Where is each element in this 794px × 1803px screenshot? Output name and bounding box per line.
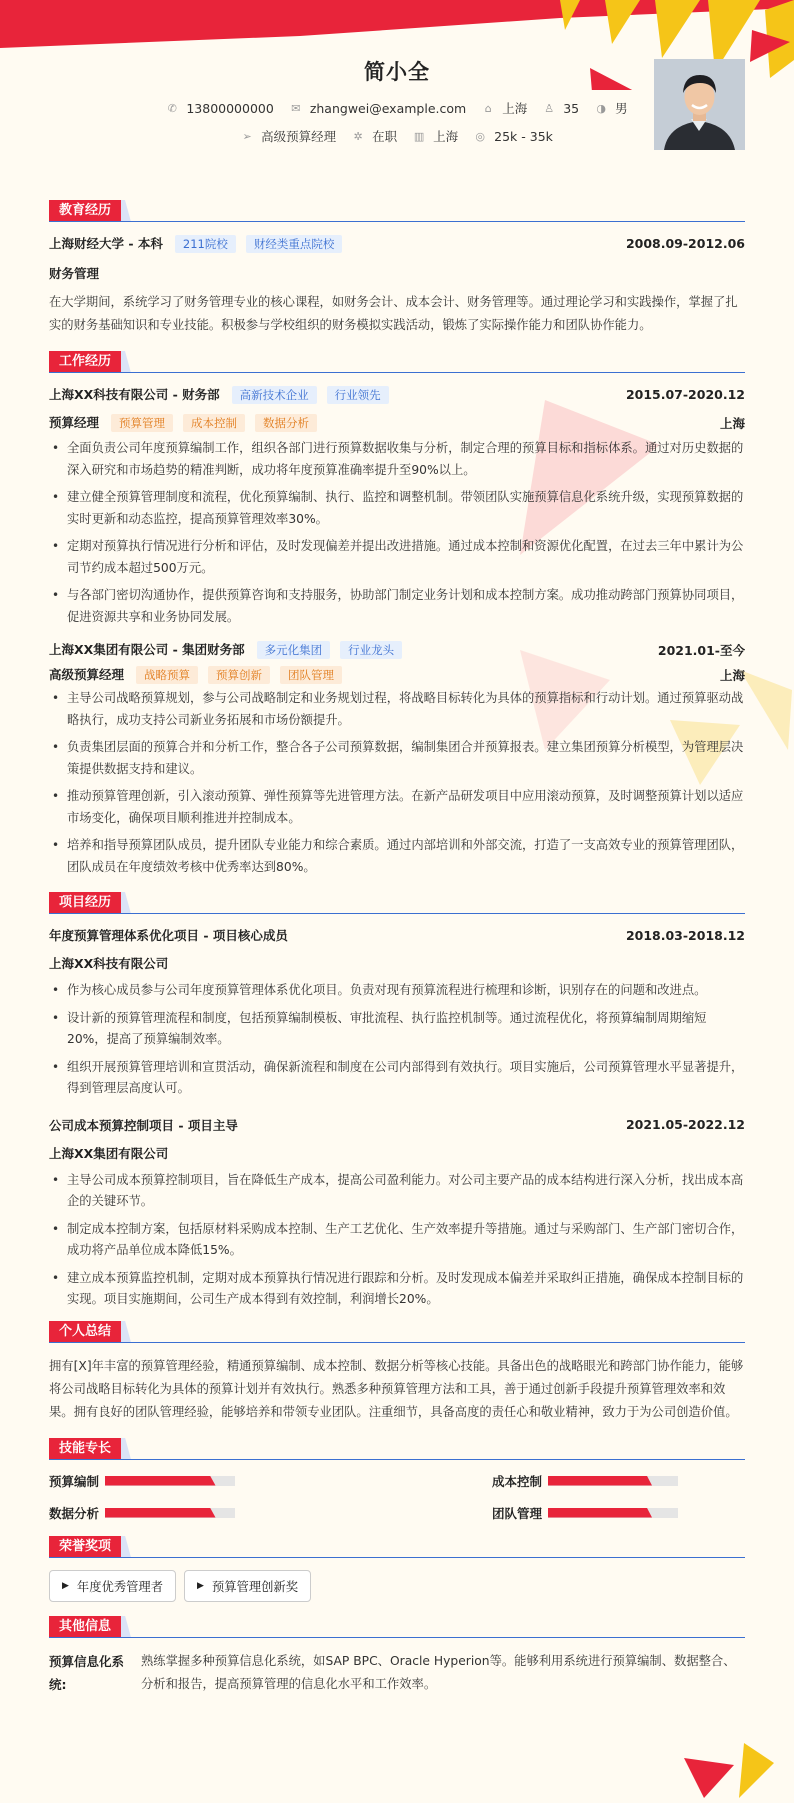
skill-name: 预算编制	[49, 1473, 100, 1489]
work-bullet: • 主导公司战略预算规划，参与公司战略制定和业务规划过程，将战略目标转化为具体的预算指标和行动计划。通过预算驱动战略执行，成功支持公司新业务拓展和市场份额提升。	[49, 688, 745, 731]
email-item	[290, 99, 466, 117]
project-company: 上海XX集团有限公司	[49, 1145, 169, 1161]
summary-title: 个人总结	[49, 1321, 121, 1343]
work-bullet: • 与各部门密切沟通协作，提供预算咨询和支持服务，协助部门制定业务计划和成本控制方案。成功推动跨部门预算协同项目，促进资源共享和业务协同发展。	[49, 585, 745, 628]
phone-text: 13800000000	[186, 100, 274, 116]
location-item	[482, 99, 527, 117]
skill-bar	[548, 1476, 678, 1486]
gender-text: 男	[615, 101, 628, 116]
other-item	[49, 1650, 745, 1696]
education-description: 在大学期间，系统学习了财务管理专业的核心课程，如财务会计、成本会计、财务管理等。通过理论学习和实践操作，掌握了扎实的财务基础知识和专业技能。积极参与学校组织的财务模拟实践活动，锻炼了实际操作能力和团队协作能力。	[49, 295, 738, 332]
project-title: 项目经历	[49, 892, 121, 914]
status-icon: ✲	[353, 129, 363, 143]
play-icon: ▶	[197, 1580, 204, 1591]
work-city: 上海	[719, 667, 745, 683]
building-icon: ▥	[413, 129, 425, 143]
position: 预算经理	[49, 415, 100, 430]
school-name: 上海财经大学 - 本科	[49, 236, 163, 251]
home-icon: ⌂	[484, 101, 492, 115]
company-tag: 行业龙头	[340, 641, 402, 659]
project-date: 2018.03-2018.12	[625, 927, 745, 943]
email-text: zhangwei@example.com	[309, 100, 467, 116]
other-text: 熟练掌握多种预算信息化系统，如SAP BPC、Oracle Hyperion等。能够利用系统进行预算编制、数据整合、分析和报告，提高预算管理的信息化水平和工作效率。	[141, 1653, 736, 1691]
section-divider	[49, 1459, 745, 1460]
skills-grid	[49, 1472, 745, 1522]
work-date: 2021.01-至今	[657, 642, 745, 658]
mail-icon: ✉	[291, 101, 301, 115]
company-tag: 多元化集团	[257, 641, 331, 659]
major: 财务管理	[49, 266, 100, 281]
school-tag: 211院校	[175, 235, 236, 253]
awards-section	[49, 1536, 745, 1602]
summary-text: 拥有[X]年丰富的预算管理经验，精通预算编制、成本控制、数据分析等核心技能。具备出色的战略眼光和跨部门协作能力，能够将公司战略目标转化为具体的预算计划并有效执行。熟悉多种预算管理方法和工具，善于通过创新手段提升预算管理效率和效果。拥有良好的团队管理经验，能够培养和带领专业团队。注重细节，具备高度的责任心和敬业精神，致力于为公司创造价值。	[49, 1358, 744, 1419]
awards-list	[49, 1570, 745, 1602]
awards-title: 荣誉奖项	[49, 1536, 121, 1558]
other-section	[49, 1616, 745, 1696]
gender-item	[595, 99, 628, 117]
work-title: 工作经历	[49, 351, 121, 373]
project-bullet: • 建立成本预算监控机制，定期对成本预算执行情况进行跟踪和分析。及时发现成本偏差并采取纠正措施，确保成本控制目标的实现。项目实施期间，公司生产成本得到有效控制，利润增长20%。	[49, 1268, 745, 1311]
target-city-text: 上海	[433, 129, 459, 144]
award-badge	[49, 1570, 176, 1602]
award-label: 年度优秀管理者	[76, 1579, 164, 1594]
award-badge	[184, 1570, 311, 1602]
avatar	[654, 59, 745, 150]
work-entry	[49, 385, 745, 628]
skill-fill	[105, 1476, 216, 1486]
skill-item	[397, 1504, 745, 1522]
work-bullet: • 全面负责公司年度预算编制工作，组织各部门进行预算数据收集与分析，制定合理的预算目标和指标体系。通过对历史数据的深入研究和市场趋势的精准判断，成功将年度预算准确率提升至90%以上。	[49, 438, 745, 481]
skill-tag: 预算管理	[111, 414, 173, 432]
project-entry	[49, 926, 745, 1100]
education-title: 教育经历	[49, 200, 121, 222]
decor-bottom	[674, 1723, 794, 1803]
school-tag: 财经类重点院校	[246, 235, 343, 253]
section-divider	[49, 913, 745, 914]
project-bullet: • 作为核心成员参与公司年度预算管理体系优化项目。负责对现有预算流程进行梳理和诊断，识别存在的问题和改进点。	[49, 980, 745, 1002]
work-city: 上海	[719, 415, 745, 431]
avatar-photo	[654, 59, 745, 150]
other-title: 其他信息	[49, 1616, 121, 1638]
company-tag: 高新技术企业	[232, 386, 317, 404]
project-bullet: • 主导公司成本预算控制项目，旨在降低生产成本，提高公司盈利能力。对公司主要产品的成本结构进行深入分析，找出成本高企的关键环节。	[49, 1170, 745, 1213]
section-divider	[49, 372, 745, 373]
skill-item	[49, 1472, 397, 1490]
skill-name: 成本控制	[492, 1473, 543, 1489]
skill-tag: 数据分析	[255, 414, 317, 432]
age-icon: ♙	[544, 101, 555, 115]
phone-icon: ✆	[167, 101, 177, 115]
skill-tag: 团队管理	[280, 666, 342, 684]
skill-tag: 成本控制	[183, 414, 245, 432]
work-bullet: • 建立健全预算管理制度和流程，优化预算编制、执行、监控和调整机制。带领团队实施预算信息化系统升级，实现预算数据的实时更新和动态监控，提高预算管理效率30%。	[49, 487, 745, 530]
status-text: 在职	[372, 129, 398, 144]
job-title-item	[241, 127, 336, 145]
gender-icon: ◑	[596, 101, 606, 115]
project-entry	[49, 1116, 745, 1311]
salary-item	[474, 127, 553, 145]
work-entry	[49, 640, 745, 878]
skill-name: 团队管理	[492, 1505, 543, 1521]
salary-icon: ◎	[475, 129, 485, 143]
salary-text: 25k - 35k	[494, 128, 553, 144]
work-bullet: • 定期对预算执行情况进行分析和评估，及时发现偏差并提出改进措施。通过成本控制和资源优化配置，在过去三年中累计为公司节约成本超过500万元。	[49, 536, 745, 579]
send-icon: ➢	[242, 129, 252, 143]
skills-title: 技能专长	[49, 1438, 121, 1460]
education-section	[49, 200, 745, 337]
company-tag: 行业领先	[327, 386, 389, 404]
resume-header	[49, 0, 745, 190]
project-bullet: • 组织开展预算管理培训和宣贯活动，确保新流程和制度在公司内部得到有效执行。项目实施后，公司预算管理水平显著提升，得到管理层高度认可。	[49, 1057, 745, 1100]
work-bullet: • 负责集团层面的预算合并和分析工作，整合各子公司预算数据，编制集团合并预算报表。建立集团预算分析模型，为管理层决策提供数据支持和建议。	[49, 737, 745, 780]
position: 高级预算经理	[49, 667, 125, 682]
project-name: 年度预算管理体系优化项目 - 项目核心成员	[49, 928, 288, 943]
skill-bar	[105, 1508, 235, 1518]
other-label: 预算信息化系统:	[49, 1653, 125, 1692]
location-text: 上海	[502, 101, 528, 116]
status-item	[352, 127, 397, 145]
skills-section	[49, 1438, 745, 1522]
skill-fill	[548, 1476, 652, 1486]
project-bullet: • 制定成本控制方案，包括原材料采购成本控制、生产工艺优化、生产效率提升等措施。通过与采购部门、生产部门密切合作，成功将产品单位成本降低15%。	[49, 1219, 745, 1262]
contact-row	[49, 99, 745, 117]
skill-item	[397, 1472, 745, 1490]
education-date: 2008.09-2012.06	[625, 236, 745, 251]
skill-item	[49, 1504, 397, 1522]
age-item	[543, 99, 579, 117]
skill-fill	[548, 1508, 652, 1518]
job-title-text: 高级预算经理	[261, 129, 337, 144]
project-name: 公司成本预算控制项目 - 项目主导	[49, 1117, 238, 1133]
section-divider	[49, 1342, 745, 1343]
company-name: 上海XX集团有限公司 - 集团财务部	[49, 642, 245, 657]
skill-name: 数据分析	[49, 1505, 100, 1521]
skill-fill	[105, 1508, 216, 1518]
age-text: 35	[563, 100, 580, 116]
skill-bar	[548, 1508, 678, 1518]
company-name: 上海XX科技有限公司 - 财务部	[49, 387, 220, 402]
target-city-item	[413, 127, 458, 145]
summary-section	[49, 1321, 745, 1424]
work-section	[49, 351, 745, 878]
section-divider	[49, 221, 745, 222]
project-section	[49, 892, 745, 1311]
phone-item	[166, 99, 273, 117]
skill-tag: 战略预算	[136, 666, 198, 684]
section-divider	[49, 1557, 745, 1558]
skill-tag: 预算创新	[208, 666, 270, 684]
candidate-name: 简小全	[364, 60, 430, 84]
skill-bar	[105, 1476, 235, 1486]
play-icon: ▶	[62, 1580, 69, 1591]
work-bullet: • 培养和指导预算团队成员，提升团队专业能力和综合素质。通过内部培训和外部交流，打造了一支高效专业的预算管理团队，团队成员在年度绩效考核中优秀率达到80%。	[49, 835, 745, 878]
project-date: 2021.05-2022.12	[625, 1117, 745, 1132]
project-bullet: • 设计新的预算管理流程和制度，包括预算编制模板、审批流程、执行监控机制等。通过流程优化，将预算编制周期缩短20%，提高了预算编制效率。	[49, 1008, 745, 1051]
project-company: 上海XX科技有限公司	[49, 956, 169, 971]
award-label: 预算管理创新奖	[211, 1579, 299, 1594]
job-row	[49, 127, 745, 145]
work-bullet: • 推动预算管理创新，引入滚动预算、弹性预算等先进管理方法。在新产品研发项目中应用滚动预算，及时调整预算计划以适应市场变化，确保项目顺利推进并控制成本。	[49, 786, 745, 829]
work-date: 2015.07-2020.12	[625, 387, 745, 402]
section-divider	[49, 1637, 745, 1638]
